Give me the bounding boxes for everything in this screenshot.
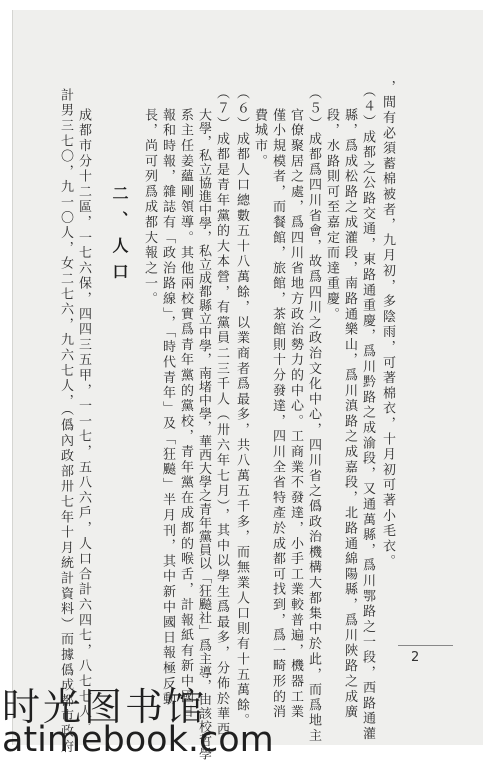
text-column: 費城市。: [252, 108, 267, 170]
section-heading: 二、人口: [110, 185, 129, 289]
text-column: （７）成都是青年黨的大本營，有黨員二三千人（卅六年七月），其中以學生爲最多，分佈於華西: [214, 86, 229, 738]
text-column: （６）成都人口總數五十八萬餘，以業商者爲最多，共八萬五千多，而無業人口則有十五萬餘。: [234, 86, 249, 729]
page-number-rule: [398, 645, 453, 646]
text-column: （５）成都爲四川省會，故爲四川之政治文化中心，四川省之僞政治機構大都集中於此，而爲地主: [306, 86, 321, 744]
text-column: 長，尚可列爲成都大報之一。: [142, 108, 157, 307]
text-column: 官僚聚居之處，爲四川省地方政治勢力的中心。工商業不發達，小手工業較普遍，機器工業: [288, 108, 303, 720]
text-column: 縣，爲成松路之成灌段，南路通樂山，爲川滇路之成嘉段，北路通綿陽縣，爲川陜路之成廣: [342, 108, 357, 720]
watermark-url: atimebook.com: [2, 720, 274, 760]
text-column: 大學，私立協進中學，私立成都縣立中學，南堵中學，華西大學之青年黨員以「狂飈社」爲主導，由該校哲學: [196, 108, 211, 761]
text-column: 段，水路則可至嘉定而達重慶。: [324, 108, 339, 323]
text-column: 報和時報，雜誌有「政治路線」，「時代青年」及「狂飈」半月刊，其中新中國日報極反動，: [160, 108, 175, 723]
text-column: ，間有必須蓄棉被者，九月初，多陰雨，可著棉衣，十月初可著小毛衣。: [380, 80, 395, 570]
text-column: 僅小規模者，而餐館，旅館，茶館則十分發達，四川全省特產於成都可找到，爲一畸形的消: [270, 108, 285, 720]
text-column: 系主任姜蘊剛領導。其他兩校實爲青年黨的黨校，青年黨在成都的喉舌，計報紙有新中國日: [178, 108, 193, 720]
text-column: 成都市分十二區，一七六保，四四三五甲，一一七，五八六戶，人口合計六四七，八七七人，: [76, 108, 91, 736]
text-column: （４）成都之公路交通，東路通重慶，爲川黔路之成渝段，又通萬縣，爲川鄂路之一段，西路通灌: [360, 84, 375, 742]
text-column: 計男三七〇，九一〇人，女二七六，九六七人，（僞內政部卅七年十月統計資料）而據僞成都市政府: [58, 88, 73, 755]
watermark-chinese: 时光图书馆: [2, 685, 208, 729]
page-number: 2: [411, 650, 420, 665]
